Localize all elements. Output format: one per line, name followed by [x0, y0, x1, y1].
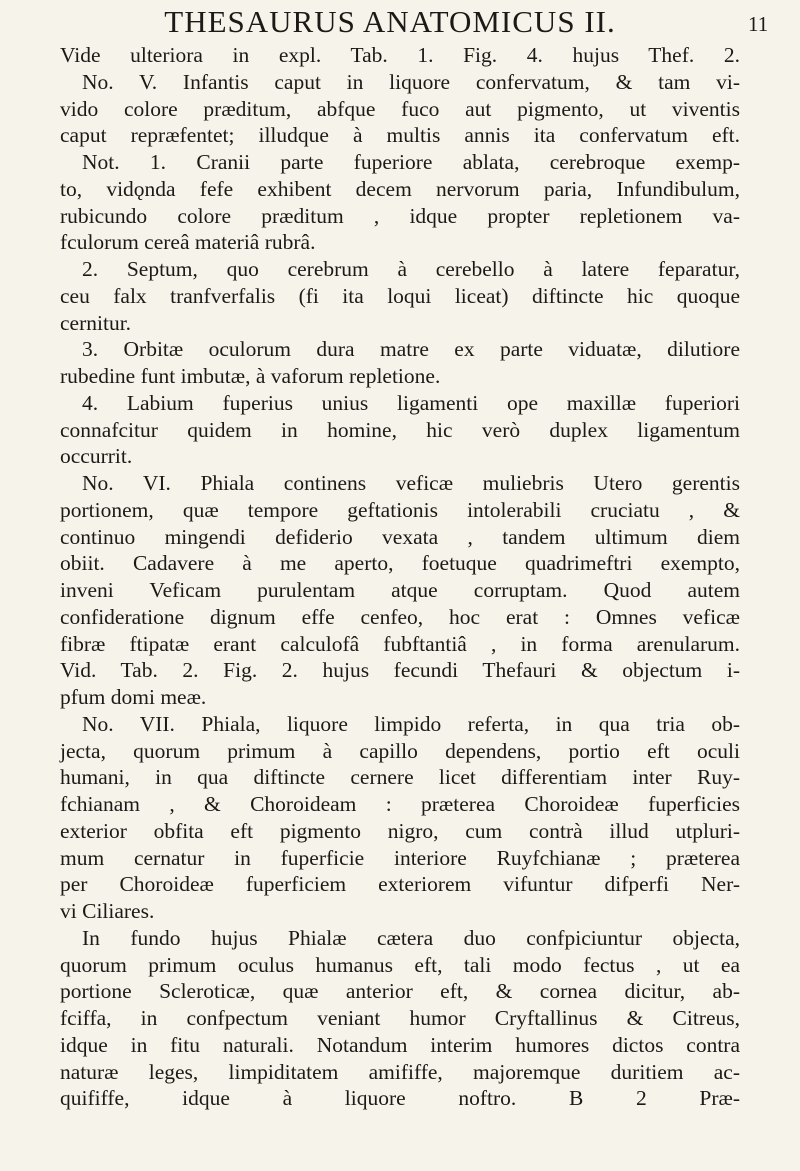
text-line: quorum primum oculus humanus eft, tali modo fectus , ut ea: [60, 952, 740, 977]
text-line: portione Scleroticæ, quæ anterior eft, & cornea dicitur, ab-: [60, 979, 740, 1004]
text-line: No. VII. Phiala, liquore limpido referta, in qua tria ob-: [82, 711, 740, 736]
text-line: jecta, quorum primum à capillo dependens, portio eft oculi: [60, 738, 740, 763]
text-line: vi Ciliares.: [60, 899, 155, 923]
text-line: naturæ leges, limpiditatem amififfe, majoremque duritiem ac-: [60, 1059, 740, 1084]
text-line: obiit. Cadavere à me aperto, foetuque quadrimeftri exempto,: [60, 551, 740, 576]
text-line: rubedine funt imbutæ, à vaforum repletione.: [60, 364, 441, 388]
text-line: fculorum cereâ materiâ rubrâ.: [60, 230, 316, 255]
text-line: Vide ulteriora in expl. Tab. 1. Fig. 4. hujus Thef. 2.: [60, 43, 740, 67]
text-line: inveni Veficam purulentam atque corruptam. Quod autem: [60, 578, 740, 602]
text-line: ceu falx tranfverfalis (fi ita loqui liceat) diftincte hic quoque: [60, 283, 740, 308]
text-line: portionem, quæ tempore geftationis intolerabili cruciatu , &: [60, 497, 740, 522]
text-line: fchianam , & Choroideam : præterea Choroideæ fuperficies: [60, 792, 740, 816]
text-line: vido colore præditum, abfque fuco aut pigmento, ut viventis: [60, 96, 740, 121]
text-line: continuo mingendi defiderio vexata , tandem ultimum diem: [60, 524, 740, 549]
text-line: 2. Septum, quo cerebrum à cerebello à latere feparatur,: [82, 257, 740, 281]
text-line: confideratione dignum effe cenfeo, hoc erat : Omnes veficæ: [60, 604, 740, 629]
text-line: cernitur.: [60, 310, 132, 335]
text-line: 3. Orbitæ oculorum dura matre ex parte viduatæ, dilutiore: [82, 337, 740, 362]
text-line: Vid. Tab. 2. Fig. 2. hujus fecundi Thefauri & objectum i-: [60, 658, 740, 683]
text-line: In fundo hujus Phialæ cætera duo confpiciuntur objecta,: [82, 925, 740, 950]
text-line: exterior obfita eft pigmento nigro, cum contrà illud utpluri-: [60, 818, 740, 843]
text-line: No. VI. Phiala continens veficæ muliebris Utero gerentis: [82, 471, 740, 495]
page-number: 11: [748, 12, 769, 36]
text-line: pfum domi meæ.: [60, 685, 207, 709]
text-line: per Choroideæ fuperficiem exteriorem vifuntur difperfi Ner-: [60, 872, 740, 897]
text-line: occurrit.: [60, 444, 133, 469]
text-line: 4. Labium fuperius unius ligamenti ope maxillæ fuperiori: [82, 390, 740, 415]
text-line: idque in fitu naturali. Notandum interim humores dictos contra: [60, 1032, 740, 1057]
text-line: caput repræfentet; illudque à multis annis ita confervatum eft.: [60, 123, 740, 148]
text-line: fciffa, in confpectum veniant humor Cryftallinus & Citreus,: [60, 1006, 740, 1030]
text-line: Not. 1. Cranii parte fuperiore ablata, cerebroque exemp-: [82, 150, 740, 174]
running-header: [0, 2, 800, 42]
text-line: connafcitur quidem in homine, hic verò duplex ligamentum: [60, 417, 740, 442]
running-title: THESAURUS ANATOMICUS II.: [164, 4, 616, 39]
text-line: quififfe, idque à liquore noftro. B 2 Præ-: [60, 1086, 740, 1111]
text-line: rubicundo colore præditum , idque propter repletionem va-: [60, 203, 740, 228]
text-line: fibræ ftipatæ erant calculofâ fubftantiâ , in forma arenularum.: [60, 631, 740, 656]
text-line: No. V. Infantis caput in liquore confervatum, & tam vi-: [82, 69, 740, 94]
text-line: humani, in qua diftincte cernere licet differentiam inter Ruy-: [60, 765, 740, 790]
text-line: to, vidǫnda fefe exhibent decem nervorum paria, Infundibulum,: [60, 176, 740, 201]
text-line: mum cernatur in fuperficie interiore Ruyfchianæ ; præterea: [60, 845, 740, 870]
